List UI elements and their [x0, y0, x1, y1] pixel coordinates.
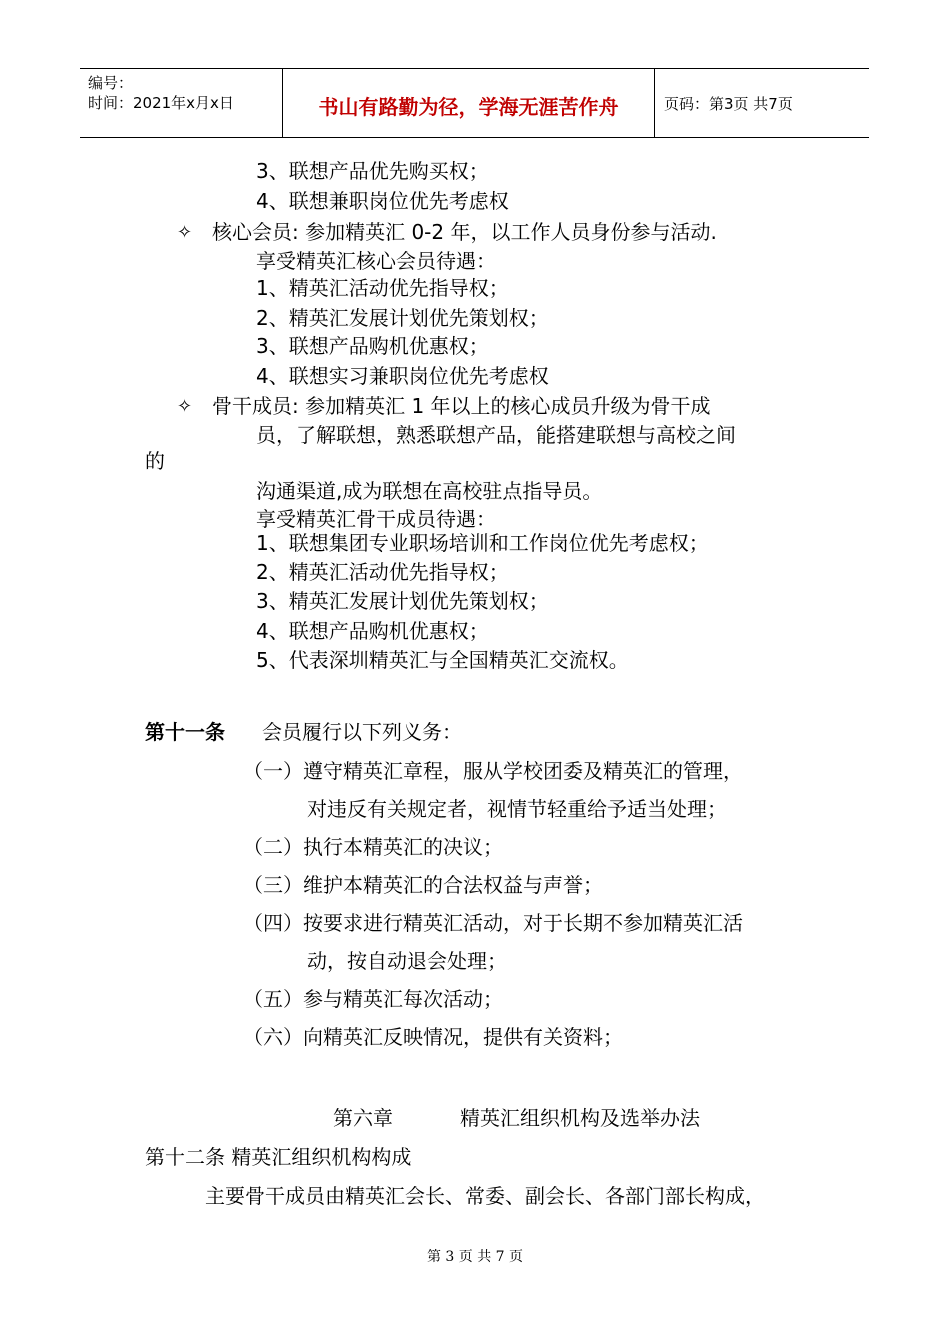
- obligation-item: （二）执行本精英汇的决议；: [243, 835, 503, 859]
- header-time: 时间：2021年x月x日: [88, 94, 234, 112]
- list-item: 2、精英汇发展计划优先策划权；: [256, 306, 549, 330]
- header-motto: 书山有路勤为径，学海无涯苦作舟: [318, 95, 619, 119]
- article-12-title: 第十二条 精英汇组织机构构成: [145, 1145, 412, 1169]
- article-11-title: 第十一条: [145, 720, 225, 744]
- list-item: 4、联想产品购机优惠权；: [256, 619, 489, 643]
- obligation-item: 对违反有关规定者，视情节轻重给予适当处理；: [307, 797, 727, 821]
- diamond-bullet-icon: ✧: [177, 396, 193, 417]
- list-item: 3、联想产品优先购买权；: [256, 159, 489, 183]
- chapter-6-title: 精英汇组织机构及选举办法: [460, 1106, 700, 1130]
- paragraph-line: 沟通渠道,成为联想在高校驻点指导员。: [256, 479, 603, 503]
- header-divider: [654, 69, 655, 137]
- list-item: 1、联想集团专业职场培训和工作岗位优先考虑权；: [256, 531, 709, 555]
- header-page-number: 页码：第3页 共7页: [664, 95, 793, 113]
- list-item: 1、精英汇活动优先指导权；: [256, 276, 509, 300]
- paragraph-line: 员，了解联想，熟悉联想产品，能搭建联想与高校之间: [256, 423, 736, 447]
- diamond-bullet-icon: ✧: [177, 222, 193, 243]
- obligation-item: （三）维护本精英汇的合法权益与声誉；: [243, 873, 603, 897]
- obligation-item: （六）向精英汇反映情况，提供有关资料；: [243, 1025, 623, 1049]
- page-header: [80, 68, 869, 138]
- list-item: 享受精英汇骨干成员待遇：: [256, 507, 496, 531]
- core-member-heading: 核心会员: 参加精英汇 0-2 年，以工作人员身份参与活动.: [212, 220, 717, 244]
- list-item: 5、代表深圳精英汇与全国精英汇交流权。: [256, 648, 629, 672]
- article-11-text: 会员履行以下列义务：: [262, 720, 462, 744]
- list-item: 2、精英汇活动优先指导权；: [256, 560, 509, 584]
- obligation-item: （四）按要求进行精英汇活动，对于长期不参加精英汇活: [243, 911, 743, 935]
- list-item: 享受精英汇核心会员待遇：: [256, 249, 496, 273]
- list-item: 3、联想产品购机优惠权；: [256, 334, 489, 358]
- list-item: 4、联想实习兼职岗位优先考虑权: [256, 364, 549, 388]
- obligation-item: （五）参与精英汇每次活动；: [243, 987, 503, 1011]
- paragraph-line: 的: [145, 449, 165, 473]
- list-item: 4、联想兼职岗位优先考虑权: [256, 189, 509, 213]
- paragraph-line: 主要骨干成员由精英汇会长、常委、副会长、各部门部长构成，: [205, 1184, 765, 1208]
- chapter-6-number: 第六章: [333, 1106, 393, 1130]
- backbone-member-heading: 骨干成员: 参加精英汇 1 年以上的核心成员升级为骨干成: [212, 394, 711, 418]
- page-footer: 第 3 页 共 7 页: [426, 1249, 524, 1265]
- list-item: 3、精英汇发展计划优先策划权；: [256, 589, 549, 613]
- header-number: 编号：: [88, 74, 134, 92]
- obligation-item: 动，按自动退会处理；: [307, 949, 507, 973]
- obligation-item: （一）遵守精英汇章程，服从学校团委及精英汇的管理，: [243, 759, 743, 783]
